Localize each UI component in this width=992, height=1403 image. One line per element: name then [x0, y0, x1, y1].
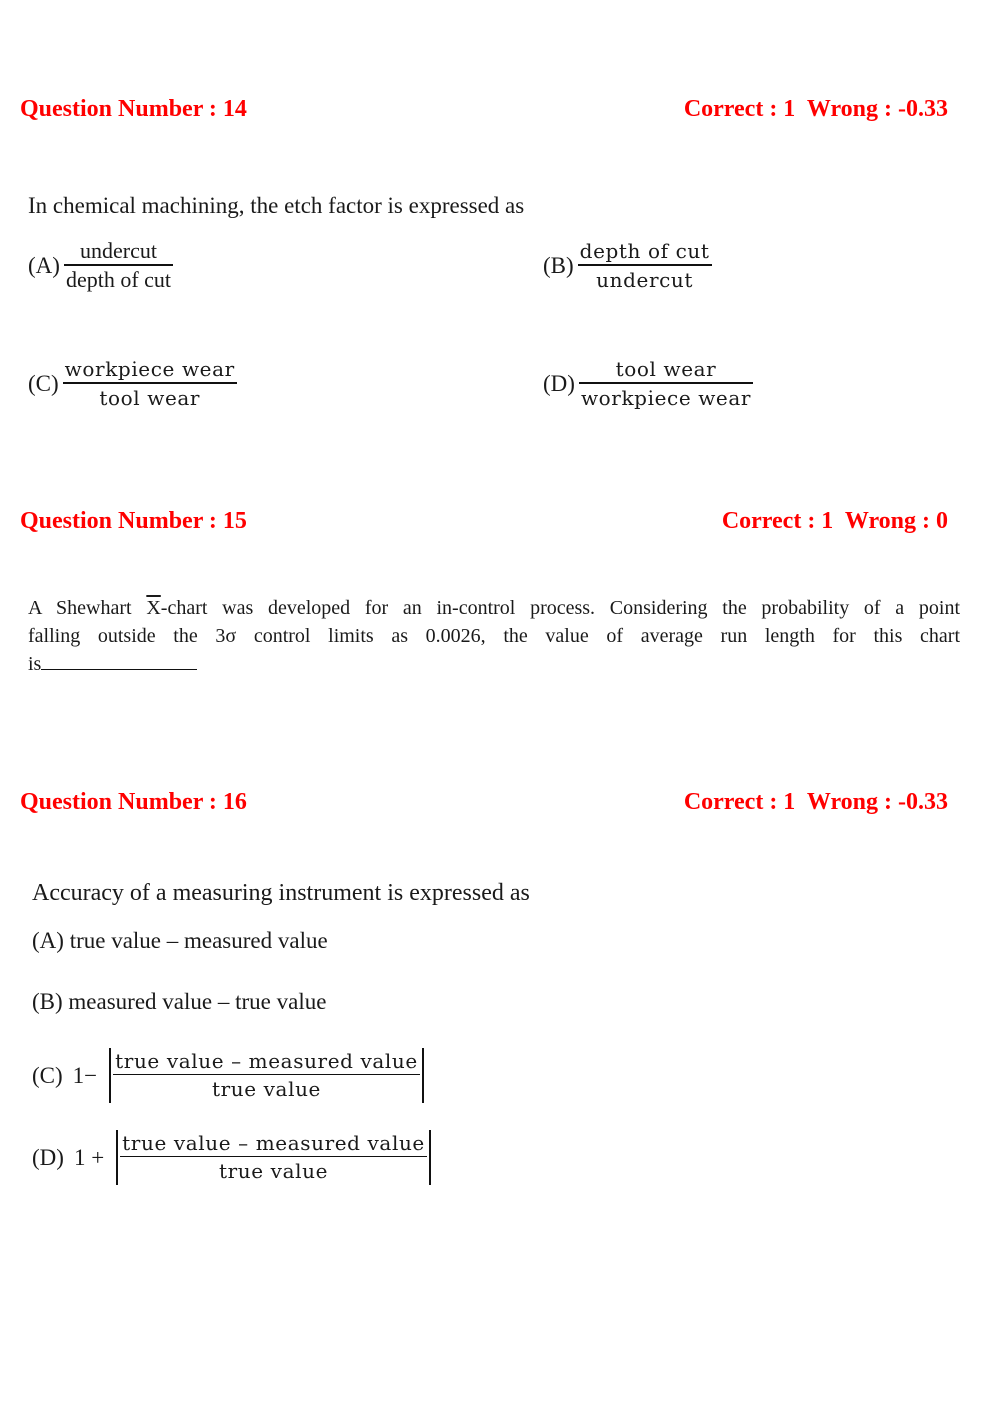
- answer-blank[interactable]: [41, 651, 197, 670]
- question-14-option-c[interactable]: [28, 356, 237, 412]
- denominator: depth of cut: [65, 267, 172, 292]
- question-14-option-d[interactable]: [543, 356, 753, 412]
- fraction: [64, 238, 173, 294]
- denominator: true value: [219, 1159, 329, 1183]
- question-16-option-b[interactable]: [32, 989, 326, 1015]
- question-14-header: [20, 96, 948, 128]
- question-number: Question Number : 15: [20, 508, 247, 534]
- stem-text: -chart was developed for an in-control process. Considering the probability of a point: [160, 597, 960, 619]
- x-bar-symbol: $\overline{X}$: [146, 597, 161, 619]
- numerator: depth of cut: [579, 239, 710, 263]
- fraction: [579, 356, 753, 412]
- fraction: [120, 1130, 427, 1185]
- numerator: workpiece wear: [64, 357, 235, 381]
- fraction: [578, 238, 712, 294]
- denominator: true value: [211, 1077, 321, 1101]
- option-label: (C): [32, 1062, 63, 1088]
- absolute-value: [114, 1130, 433, 1185]
- option-prefix: 1−: [72, 1062, 98, 1088]
- abs-bar-left: [109, 1048, 111, 1103]
- question-14-option-a[interactable]: [28, 238, 173, 294]
- abs-bar-right: [429, 1130, 431, 1185]
- denominator: undercut: [596, 268, 694, 292]
- stem-line: falling outside the 3σ control limits as 0.0026, the value of average run length for this chart: [28, 625, 960, 647]
- question-16-option-d[interactable]: [32, 1130, 433, 1185]
- option-label: (A): [28, 253, 60, 278]
- option-label: (C): [28, 371, 59, 396]
- option-text: measured value – true value: [68, 989, 327, 1014]
- abs-bar-right: [422, 1048, 424, 1103]
- absolute-value: [107, 1048, 426, 1103]
- option-prefix: 1 +: [73, 1144, 105, 1170]
- option-label: (B): [543, 253, 574, 278]
- stem-line: [28, 650, 960, 678]
- option-label: (D): [32, 1144, 64, 1170]
- stem-text: A Shewhart: [28, 597, 147, 619]
- abs-bar-left: [116, 1130, 118, 1185]
- numerator: tool wear: [615, 357, 717, 381]
- option-label: (B): [32, 989, 63, 1014]
- denominator: tool wear: [99, 386, 201, 410]
- numerator: true value – measured value: [115, 1049, 418, 1073]
- question-number: Question Number : 14: [20, 96, 247, 122]
- denominator: workpiece wear: [580, 386, 752, 410]
- question-14-stem: In chemical machining, the etch factor is expressed as: [28, 193, 525, 218]
- fraction: [113, 1048, 420, 1103]
- option-text: true value – measured value: [69, 928, 328, 953]
- question-16-header: [20, 789, 948, 821]
- question-15-stem: [28, 594, 960, 678]
- numerator: undercut: [80, 238, 157, 263]
- fraction: [63, 356, 237, 412]
- option-label: (A): [32, 928, 64, 953]
- score-marks: Correct : 1 Wrong : -0.33: [683, 789, 948, 815]
- option-label: (D): [543, 371, 575, 396]
- question-16-option-c[interactable]: [32, 1048, 426, 1103]
- question-16-option-a[interactable]: [32, 928, 328, 954]
- question-16-stem: Accuracy of a measuring instrument is expressed as: [32, 880, 530, 906]
- numerator: true value – measured value: [122, 1131, 425, 1155]
- stem-text: is: [28, 653, 42, 675]
- stem-line: [28, 594, 960, 622]
- score-marks: Correct : 1 Wrong : -0.33: [683, 96, 948, 122]
- score-marks: Correct : 1 Wrong : 0: [721, 508, 948, 534]
- question-15-header: [20, 508, 948, 540]
- question-14-option-b[interactable]: [543, 238, 712, 294]
- question-number: Question Number : 16: [20, 789, 247, 815]
